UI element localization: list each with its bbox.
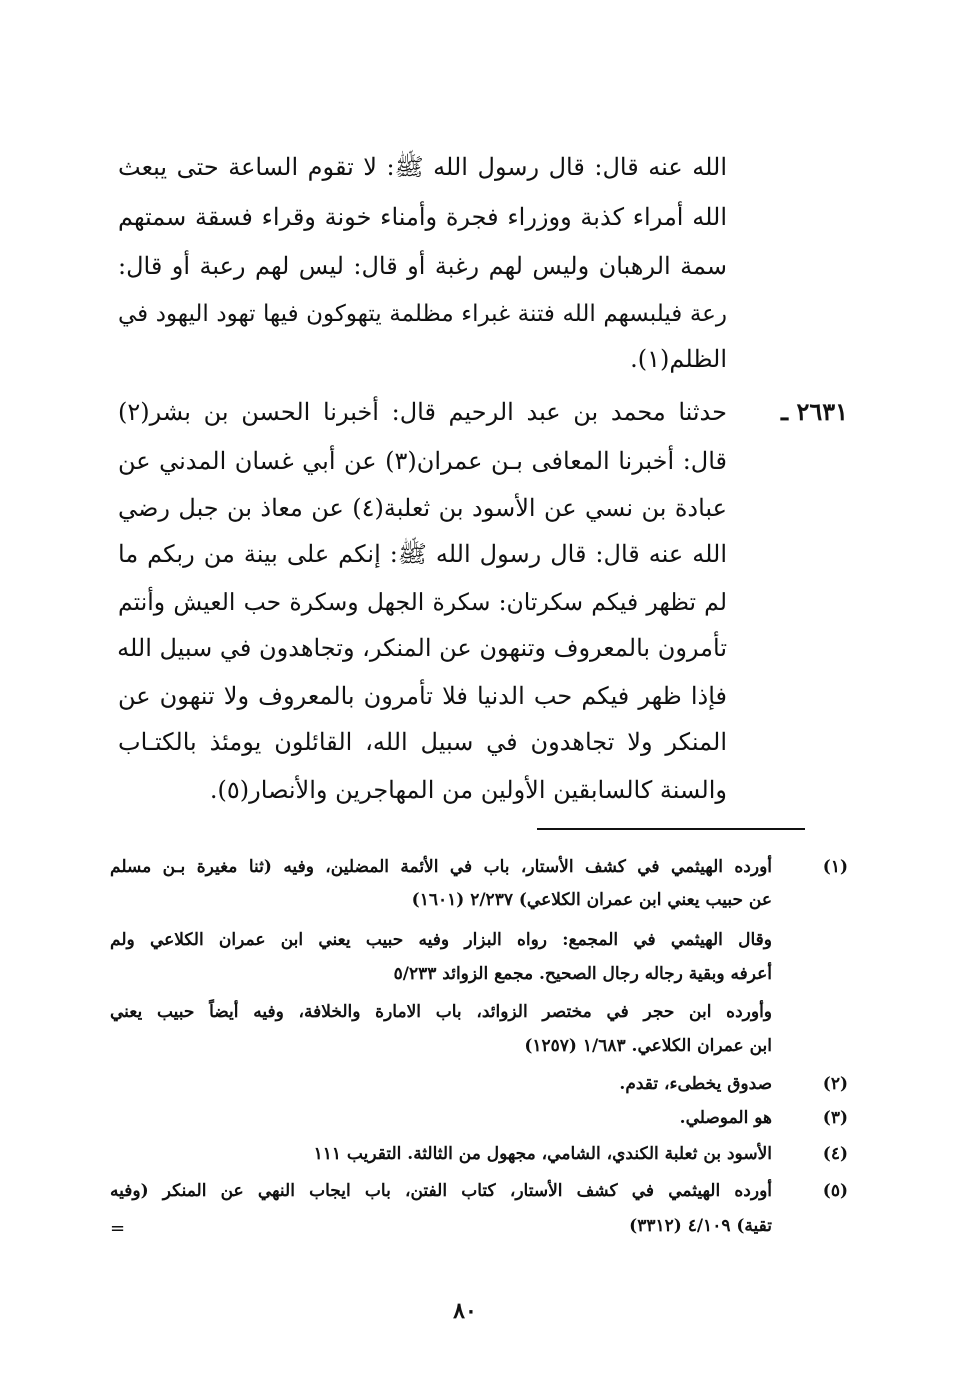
body-line: قال: أخبرنا المعافى بـن عمران(٣) عن أبي غسان المدني عن xyxy=(118,447,727,475)
footnote-line: صدوق يخطىء، تقدم. xyxy=(619,1074,772,1094)
body-line: فإذا ظهر فيكم حب الدنيا فلا تأمرون بالمعروف ولا تنهون عن xyxy=(118,682,727,710)
body-line: الله عنه قال: قال رسول الله ﷺ: لا تقوم الساعة حتى يبعث xyxy=(118,153,727,181)
body-line: والسنة كالسابقين الأولين من المهاجرين والأنصار(٥). xyxy=(209,776,727,804)
body-line: الله عنه قال: قال رسول الله ﷺ: إنكم على بينة من ربكم ما xyxy=(118,540,727,568)
continuation-mark: = xyxy=(110,1218,126,1239)
footnote-line: تقية) ٤/١٠٩ (٣٣١٢) xyxy=(629,1216,772,1236)
footnote-number: (٣) xyxy=(822,1108,848,1128)
body-line: حدثنا محمد بن عبد الرحيم قال: أخبرنا الحسن بن بشر(٢) xyxy=(118,398,727,426)
body-line: لم تظهر فيكم سكرتان: سكرة الجهل وسكرة حب العيش وأنتم xyxy=(118,588,727,616)
footnote-number: (٥) xyxy=(822,1181,848,1201)
footnote-line: أورده الهيثمي في كشف الأستار، باب في الأئمة المضلين، وفيه (ثنا مغيرة بـن مسلم xyxy=(110,857,772,877)
footnote-number: (٢) xyxy=(822,1074,848,1094)
footnote-line: أعرفه وبقية رجاله رجال الصحيح. مجمع الزوائد ٥/٢٣٣ xyxy=(393,964,772,984)
footnote-line: عن حبيب يعني ابن عمران الكلاعي) ٢/٢٣٧ (١٦٠١) xyxy=(411,890,772,910)
body-line: تأمرون بالمعروف وتنهون عن المنكر، وتجاهدون في سبيل الله xyxy=(117,634,727,662)
page-number: ٨٠ xyxy=(453,1298,477,1324)
body-line: المنكر ولا تجاهدون في سبيل الله، القائلون يومئذ بالكتـاب xyxy=(118,728,727,756)
body-line: الظلم(١). xyxy=(630,345,727,373)
body-line: الله أمراء كذبة ووزراء فجرة وأمناء خونة وقراء فسقة سمتهم xyxy=(118,203,727,231)
footnote-line: هو الموصلي. xyxy=(679,1108,772,1128)
hadith-number: ٢٦٣١ ـ xyxy=(781,397,848,426)
footnote-line: وقال الهيثمي في المجمع: رواه البزار وفيه حبيب يعني ابن عمران الكلاعي ولم xyxy=(110,930,772,950)
body-line: سمة الرهبان وليس لهم رغبة أو قال: ليس لهم رعبة أو قال: xyxy=(118,252,727,280)
footnote-line: ابن عمران الكلاعي. ١/٦٨٣ (١٢٥٧) xyxy=(524,1036,772,1056)
body-line: رعة فيلبسهم الله فتنة غبراء مظلمة يتهوكون فيها تهود اليهود في xyxy=(118,301,727,327)
footnote-separator xyxy=(537,828,805,830)
footnote-number: (١) xyxy=(822,857,848,877)
footnote-line: الأسود بن ثعلبة الكندي، الشامي، مجهول من الثالثة. التقريب ١١١ xyxy=(313,1144,772,1164)
body-line: عبادة بن نسي عن الأسود بن ثعلبة(٤) عن معاذ بن جبل رضي xyxy=(118,494,727,522)
footnote-line: وأورده ابن حجر في مختصر الزوائد، باب الامارة والخلافة، وفيه أيضاً حبيب يعني xyxy=(110,1002,772,1022)
footnote-line: أورده الهيثمي في كشف الأستار، كتاب الفتن، باب ايجاب النهي عن المنكر (وفيه xyxy=(110,1181,772,1201)
footnote-number: (٤) xyxy=(822,1144,848,1164)
